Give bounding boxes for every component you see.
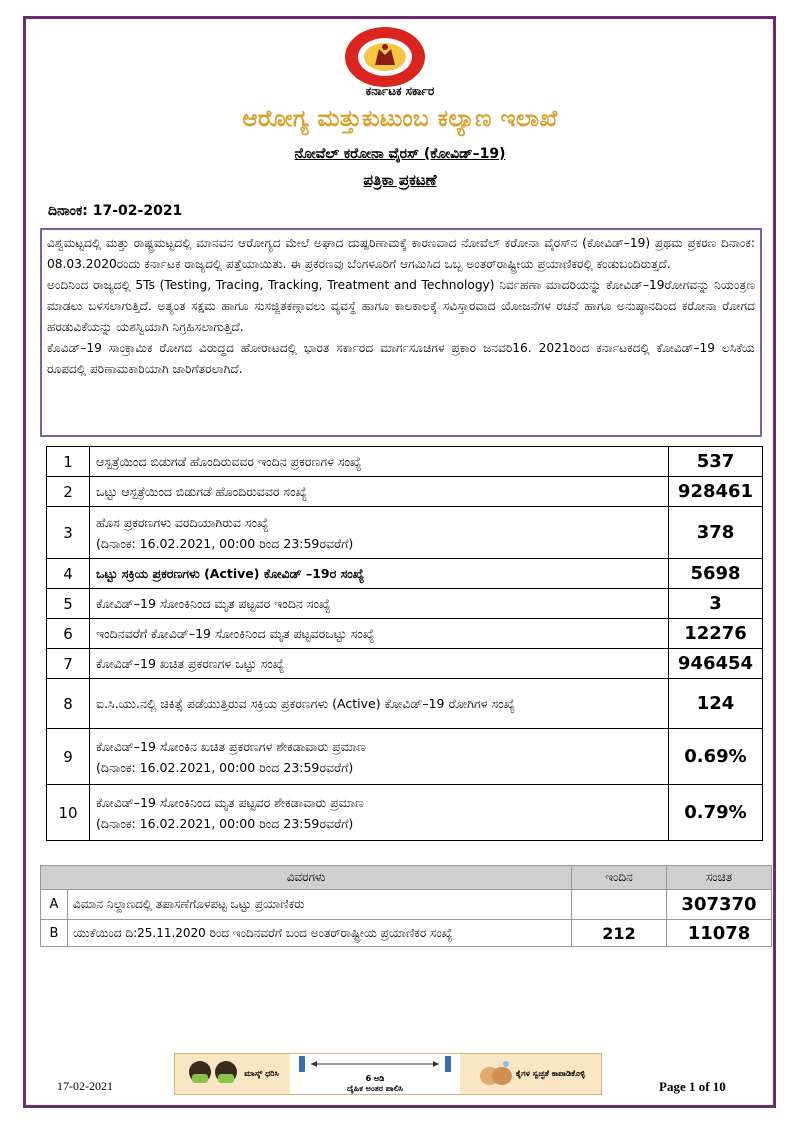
page-number: Page 1 of 10: [659, 1079, 726, 1094]
table-row: 8 ಐ.ಸಿ.ಯು.ನಲ್ಲಿ ಚಿಕಿತ್ಸೆ ಪಡೆಯುತ್ತಿರುವ ಸಕ್ರಿಯ ಪ್ರಕರಣಗಳು (Active) ಕೋವಿಡ್–19 ರೋಗಿಗಳ ಸಂಖ್ಯೆ 124: [47, 679, 763, 729]
table-row: 5 ಕೋವಿಡ್–19 ಸೋಂಕಿನಿಂದ ಮೃತ ಪಟ್ಟವರ ಇಂದಿನ ಸಂಖ್ಯೆ 3: [47, 589, 763, 619]
table-header-row: [41, 866, 772, 890]
footer-date: 17-02-2021: [57, 1079, 113, 1093]
intro-paragraph: ಅಂದಿನಿಂದ ರಾಜ್ಯದಲ್ಲಿ 5Ts (Testing, Tracing, Tracking, Treatment and Technology) ನಿರ್ವಹಣಾ ಮಾದರಿಯನ್ನು ಕೋವಿಡ್–19ರೋಗವನ್ನು ನಿಯಂತ್ರಣ ಮಾಡಲು ಬಳಸಲಾಗುತ್ತಿದೆ. ಅತ್ಯಂತ ಸಕ್ಷಮ ಹಾಗೂ ಸುಸಜ್ಜಿತಕಣ್ಗಾವಲು ವ್ಯವಸ್ಥೆ ಹಾಗೂ ಕಾಲಕಾಲಕ್ಕೆ ಸವಿಸ್ತಾರವಾದ ಯೋಜನೆಗಳ ರಚನೆ ಹಾಗೂ ಅನುಷ್ಠಾನದಿಂದ ಕರೋನಾ ರೋಗದ ಹರಡುವಿಕೆಯನ್ನು ಯಶಸ್ವಿಯಾಗಿ ನಿಗ್ರಹಿಸಲಾಗುತ್ತಿದೆ.: [47, 278, 755, 334]
table-row: 10 ಕೋವಿಡ್–19 ಸೋಂಕಿನಿಂದ ಮೃತ ಪಟ್ಟವರ ಶೇಕಡಾವಾರು ಪ್ರಮಾಣ (ದಿನಾಂಕ: 16.02.2021, 00:00 ರಿಂದ 23:59ರವರೆಗೆ) 0.79%: [47, 785, 763, 841]
mask-segment: ಮಾಸ್ಕ್ ಧರಿಸಿ: [175, 1054, 290, 1094]
table-row: B ಯುಕೆಯಿಂದ ದಿ:25.11.2020 ರಿಂದ ಇಂದಿನವರೆಗೆ ಬಂದ ಅಂತರ್‌ರಾಷ್ಟ್ರೀಯ ಪ್ರಯಾಣಿಕರ ಸಂಖ್ಯೆ 212 11078: [41, 920, 772, 947]
handwash-icon: [476, 1058, 516, 1090]
release-date: ದಿನಾಂಕ: 17-02-2021: [48, 203, 183, 219]
header-today: ಇಂದಿನ: [572, 866, 667, 890]
table-row: 9 ಕೋವಿಡ್–19 ಸೋಂಕಿನ ಖಚಿತ ಪ್ರಕರಣಗಳ ಶೇಕಡಾವಾರು ಪ್ರಮಾಣ (ದಿನಾಂಕ: 16.02.2021, 00:00 ರಿಂದ 23:59ರವರೆಗೆ) 0.69%: [47, 729, 763, 785]
subject-line: ನೋವೆಲ್ ಕರೋನಾ ವೈರಸ್ (ಕೋವಿಡ್–19): [294, 146, 506, 162]
covid-awareness-banner: [174, 1053, 602, 1095]
table-row: 4 ಒಟ್ಟು ಸಕ್ರಿಯ ಪ್ರಕರಣಗಳು (Active) ಕೋವಿಡ್ –19ರ ಸಂಖ್ಯೆ 5698: [47, 559, 763, 589]
covid-stats-table: [46, 446, 763, 841]
table-row: 7 ಕೋವಿಡ್–19 ಖಚಿತ ಪ್ರಕರಣಗಳ ಒಟ್ಟು ಸಂಖ್ಯೆ 946454: [47, 649, 763, 679]
table-row: 1 ಆಸ್ಪತ್ರೆಯಿಂದ ಬಿಡುಗಡೆ ಹೊಂದಿರುವವರ ಇಂದಿನ ಪ್ರಕರಣಗಳ ಸಂಖ್ಯೆ 537: [47, 447, 763, 477]
header-cumulative: ಸಂಚಿತ: [667, 866, 772, 890]
header-details: ವಿವರಗಳು: [41, 866, 572, 890]
table-row: A ವಿಮಾನ ನಿಲ್ದಾಣದಲ್ಲಿ ತಪಾಸಣೆಗೊಳಪಟ್ಟ ಒಟ್ಟು ಪ್ರಯಾಣಿಕರು 307370: [41, 890, 772, 920]
department-title: ಆರೋಗ್ಯ ಮತ್ತುಕುಟುಂಬ ಕಲ್ಯಾಣ ಇಲಾಖೆ: [242, 106, 558, 132]
intro-box: [40, 228, 762, 437]
table-row: 6 ಇಂದಿನವರೆಗೆ ಕೋವಿಡ್–19 ಸೋಂಕಿನಿಂದ ಮೃತ ಪಟ್ಟವರಒಟ್ಟು ಸಂಖ್ಯೆ 12276: [47, 619, 763, 649]
intro-paragraph: ವಿಶ್ವಮಟ್ಟದಲ್ಲಿ ಮತ್ತು ರಾಷ್ಟ್ರಮಟ್ಟದಲ್ಲಿ ಮಾನವನ ಆರೋಗ್ಯದ ಮೇಲೆ ಅಘಾದ ದುಷ್ಪರಿಣಾಮಕ್ಕೆ ಕಾರಣವಾದ ನೋವೆಲ್ ಕರೋನಾ ವೈರಸ್‌ನ (ಕೋವಿಡ್–19) ಪ್ರಥಮ ಪ್ರಕರಣ ದಿನಾಂಕ: 08.03.2020ರಂದು ಕರ್ನಾಟಕ ರಾಜ್ಯದಲ್ಲಿ ಪತ್ತೆಯಾಯಿತು. ಈ ಪ್ರಕರಣವು ಬೆಂಗಳೂರಿಗೆ ಆಗಮಿಸಿದ ಒಬ್ಬ ಅಂತರ್‌ರಾಷ್ಟ್ರೀಯ ಪ್ರಯಾಣಿಕರಲ್ಲಿ ಕಂಡುಬಂದಿರುತ್ತದೆ.: [47, 236, 755, 271]
handwash-segment: ಕೈಗಳ ಸ್ವಚ್ಛತೆ ಕಾಪಾಡಿಕೊಳ್ಳಿ: [460, 1054, 601, 1094]
state-name: ಕರ್ನಾಟಕ ಸರ್ಕಾರ: [365, 84, 435, 98]
press-release-title: ಪತ್ರಿಕಾ ಪ್ರಕಟಣೆ: [363, 171, 437, 189]
government-seal-icon: [343, 25, 427, 89]
table-row: 3 ಹೊಸ ಪ್ರಕರಣಗಳು ವರದಿಯಾಗಿರುವ ಸಂಖ್ಯೆ (ದಿನಾಂಕ: 16.02.2021, 00:00 ರಿಂದ 23:59ರವರೆಗೆ) 378: [47, 507, 763, 559]
distance-arrow-icon: [295, 1054, 455, 1074]
table-row: 2 ಒಟ್ಟು ಆಸ್ಪತ್ರೆಯಿಂದ ಬಿಡುಗಡೆ ಹೊಂದಿರುವವರ ಸಂಖ್ಯೆ 928461: [47, 477, 763, 507]
travel-stats-table: [40, 865, 772, 947]
intro-paragraph: ಕೊವಿಡ್–19 ಸಾಂಕ್ರಾಮಿಕ ರೋಗದ ವಿರುದ್ಧದ ಹೋರಾಟದಲ್ಲಿ ಭಾರತ ಸರ್ಕಾರದ ಮಾರ್ಗಸೂಚಿಗಳ ಪ್ರಕಾರ ಜನವರಿ16. 2021ರಿಂದ ಕರ್ನಾಟಕದಲ್ಲಿ ಕೋವಿಡ್–19 ಲಸಿಕೆಯ ರೂಪದಲ್ಲಿ ಪರಿಣಾಮಕಾರಿಯಾಗಿ ಜಾರಿಗೆತರಲಾಗಿದೆ.: [47, 341, 755, 376]
distance-segment: 6 ಅಡಿ ದೈಹಿಕ ಅಂತರ ಪಾಲಿಸಿ: [290, 1054, 460, 1094]
mask-face-icon: [186, 1056, 244, 1092]
